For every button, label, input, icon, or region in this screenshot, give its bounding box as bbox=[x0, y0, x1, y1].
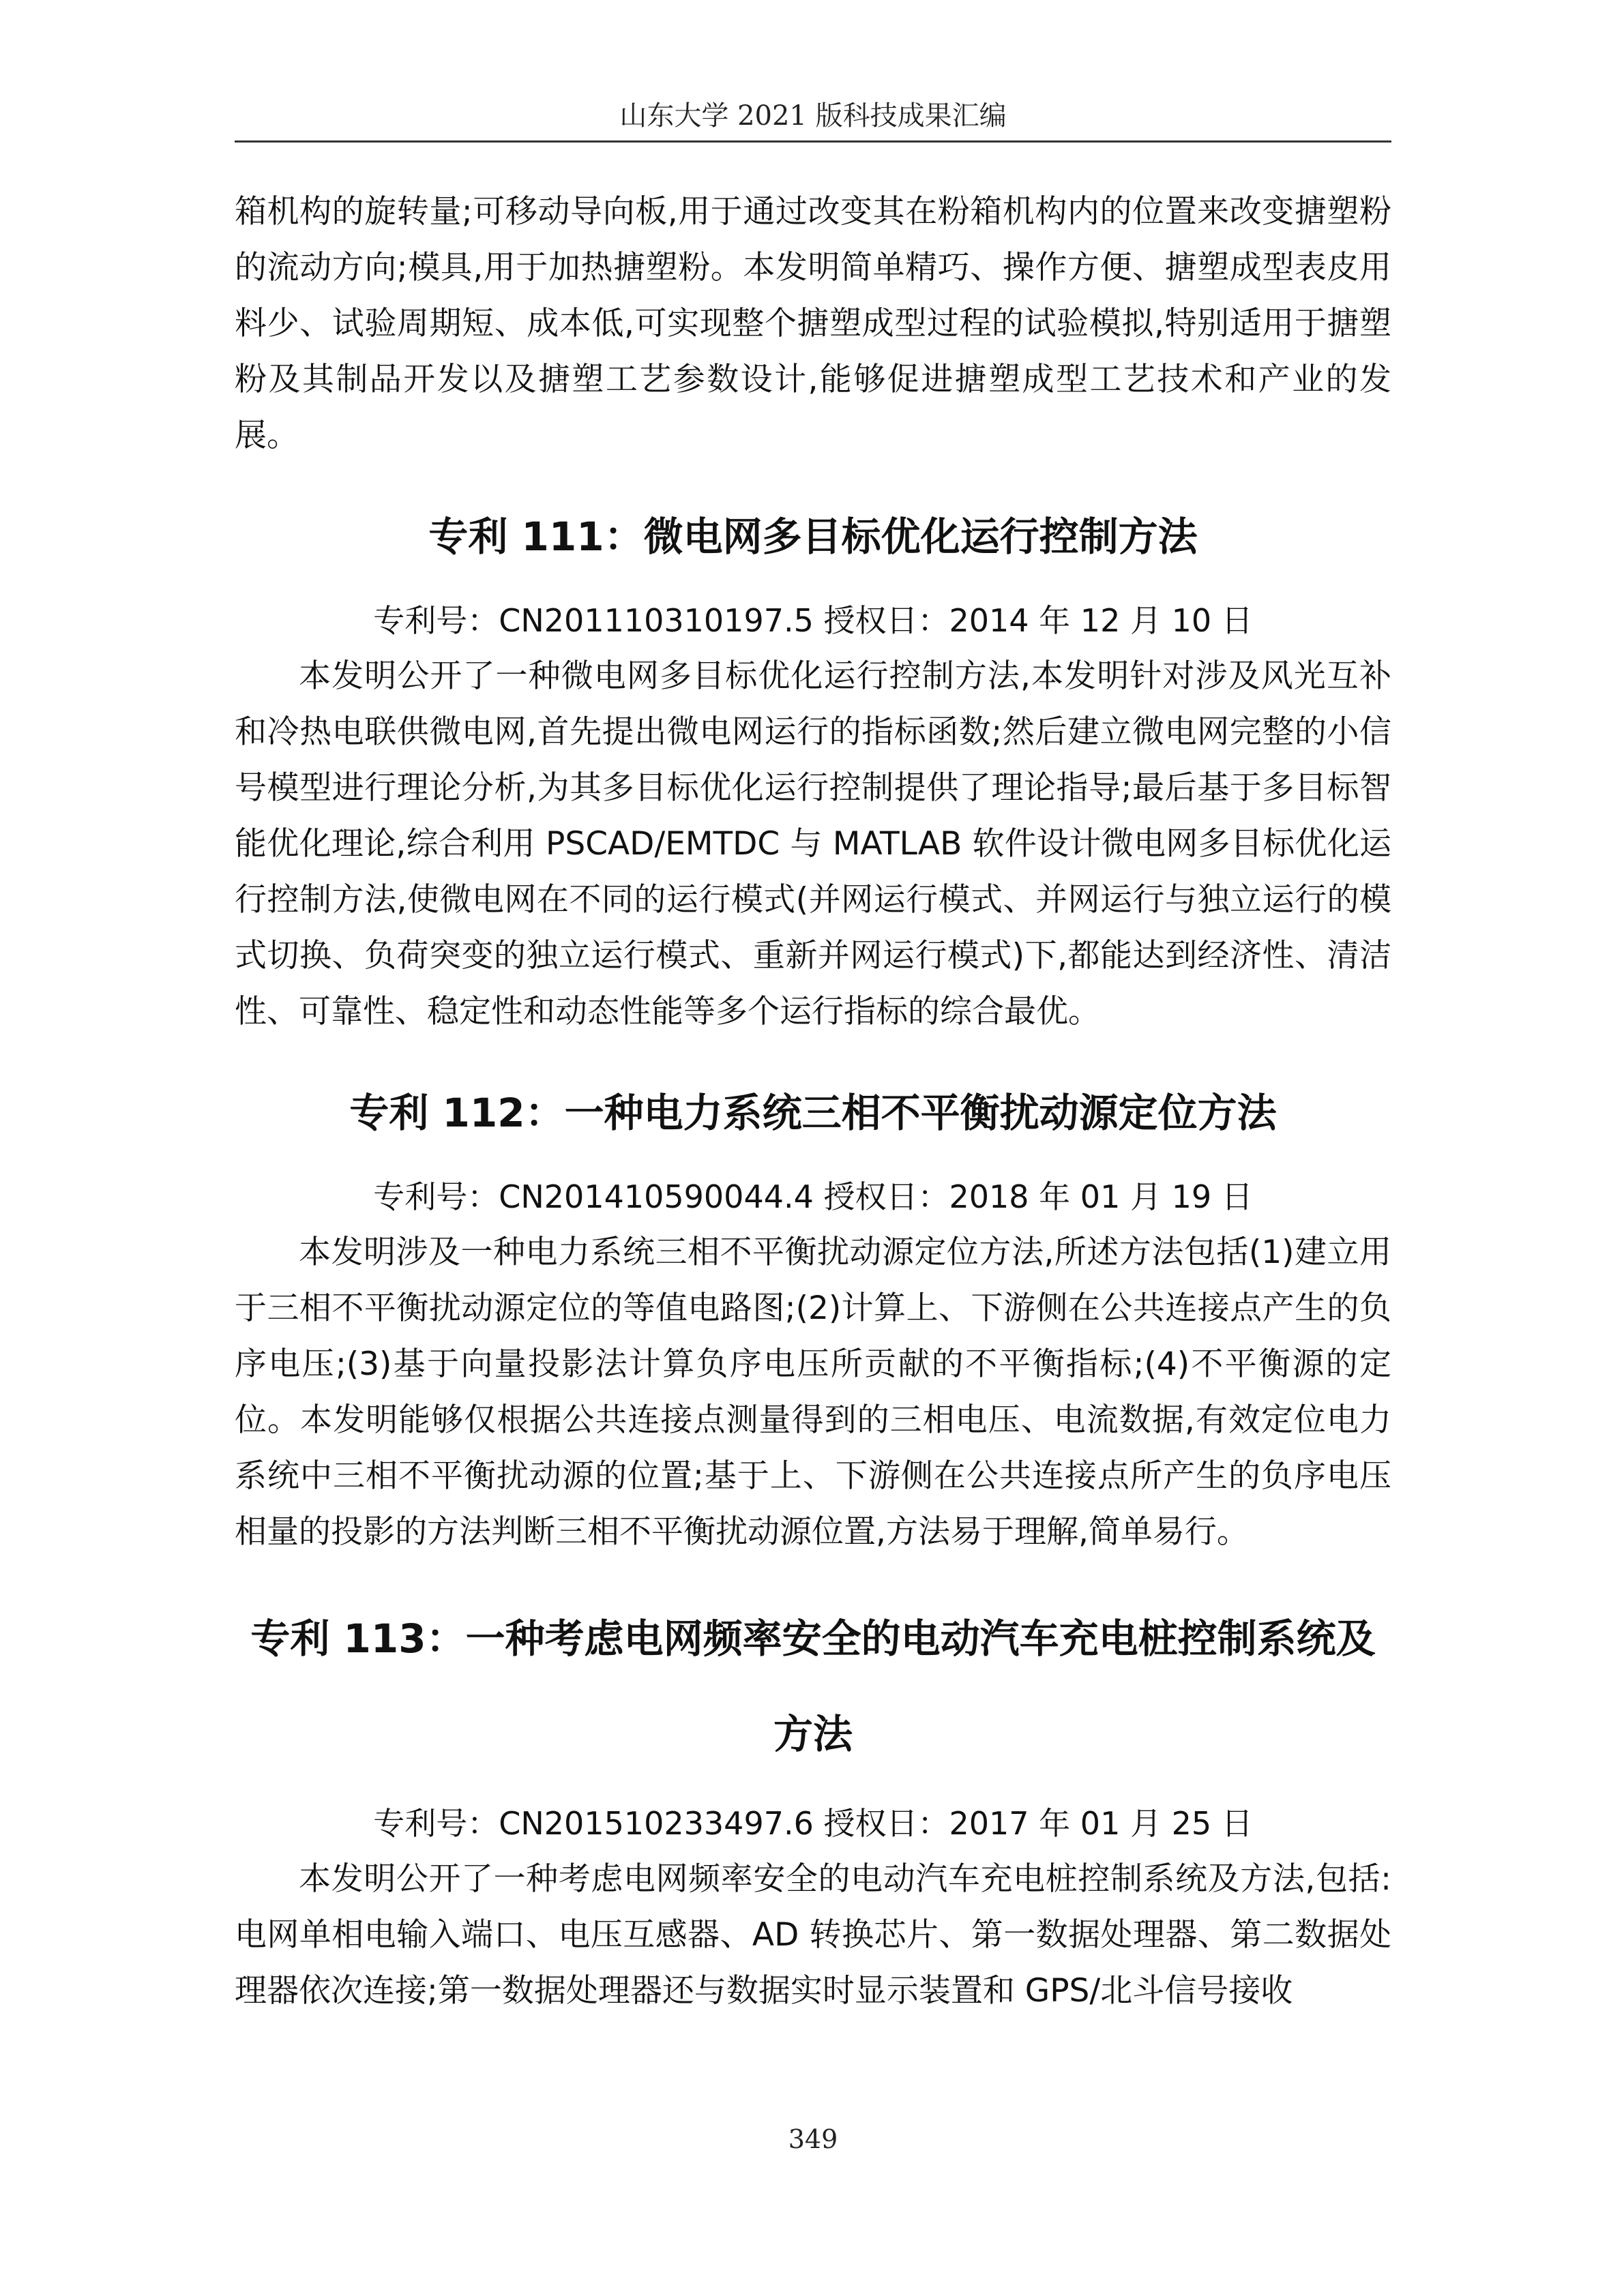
patent-111-abstract: 本发明公开了一种微电网多目标优化运行控制方法,本发明针对涉及风光互补和冷热电联供微电网,首先提出微电网运行的指标函数;然后建立微电网完整的小信号模型进行理论分析,为其多目标优化运行控制提供了理论指导;最后基于多目标智能优化理论,综合利用 PSCAD/EMTDC 与 MATLAB 软件设计微电网多目标优化运行控制方法,使微电网在不同的运行模式(并网运行模式、并网运行与独立运行的模式切换、负荷突变的独立运行模式、重新并网运行模式)下,都能达到经济性、清洁性、可靠性、稳定性和动态性能等多个运行指标的综合最优。 bbox=[235, 657, 1391, 1030]
patent-111-title: 专利 111：微电网多目标优化运行控制方法 bbox=[428, 513, 1198, 560]
patent-111-meta: 专利号：CN201110310197.5 授权日：2014 年 12 月 10 日 bbox=[373, 602, 1253, 639]
patent-112-meta: 专利号：CN201410590044.4 授权日：2018 年 01 月 19 日 bbox=[373, 1178, 1253, 1215]
patent-112-title: 专利 112：一种电力系统三相不平衡扰动源定位方法 bbox=[349, 1090, 1277, 1136]
patent-113-title: 专利 113：一种考虑电网频率安全的电动汽车充电桩控制系统及方法 bbox=[250, 1615, 1376, 1757]
page-content bbox=[235, 184, 1391, 2019]
continued-paragraph: 箱机构的旋转量;可移动导向板,用于通过改变其在粉箱机构内的位置来改变搪塑粉的流动方向;模具,用于加热搪塑粉。本发明简单精巧、操作方便、搪塑成型表皮用料少、试验周期短、成本低,可实现整个搪塑成型过程的试验模拟,特别适用于搪塑粉及其制品开发以及搪塑工艺参数设计,能够促进搪塑成型工艺技术和产业的发展。 bbox=[235, 193, 1391, 454]
page-header: 山东大学 2021 版科技成果汇编 bbox=[619, 100, 1007, 132]
header-divider bbox=[235, 140, 1391, 143]
page-number: 349 bbox=[788, 2124, 838, 2154]
patent-113-meta: 专利号：CN201510233497.6 授权日：2017 年 01 月 25 日 bbox=[373, 1805, 1253, 1842]
patent-112-abstract: 本发明涉及一种电力系统三相不平衡扰动源定位方法,所述方法包括(1)建立用于三相不平衡扰动源定位的等值电路图;(2)计算上、下游侧在公共连接点产生的负序电压;(3)基于向量投影法计算负序电压所贡献的不平衡指标;(4)不平衡源的定位。本发明能够仅根据公共连接点测量得到的三相电压、电流数据,有效定位电力系统中三相不平衡扰动源的位置;基于上、下游侧在公共连接点所产生的负序电压相量的投影的方法判断三相不平衡扰动源位置,方法易于理解,简单易行。 bbox=[235, 1234, 1391, 1551]
patent-113-abstract: 本发明公开了一种考虑电网频率安全的电动汽车充电桩控制系统及方法,包括:电网单相电输入端口、电压互感器、AD 转换芯片、第一数据处理器、第二数据处理器依次连接;第一数据处理器还与数据实时显示装置和 GPS/北斗信号接收 bbox=[235, 1860, 1391, 2010]
